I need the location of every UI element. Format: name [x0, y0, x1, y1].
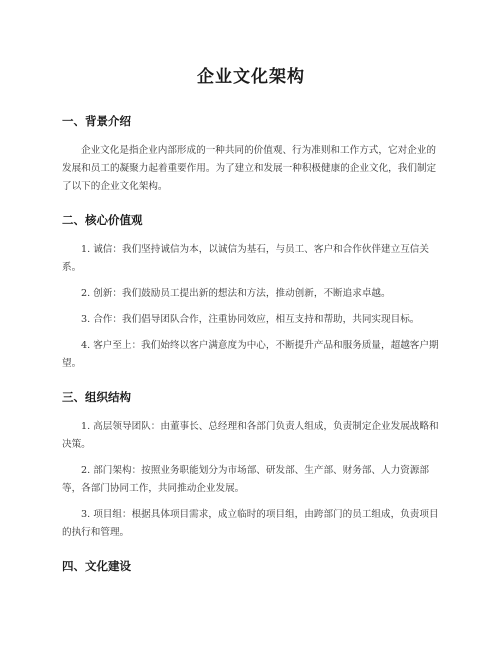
list-item: 1. 高层领导团队：由董事长、总经理和各部门负责人组成，负责制定企业发展战略和决策。 [62, 421, 439, 450]
list-item: 3. 项目组：根据具体项目需求，成立临时的项目组，由跨部门的员工组成，负责项目的执行和管理。 [62, 509, 439, 538]
document-title: 企业文化架构 [197, 67, 305, 87]
list-item: 2. 创新：我们鼓励员工提出新的想法和方法，推动创新，不断追求卓越。 [81, 288, 391, 299]
section-paragraph: 企业文化是指企业内部形成的一种共同的价值观、行为准则和工作方式，它对企业的发展和员工的凝聚力起着重要作用。为了建立和发展一种积极健康的企业文化，我们制定了以下的企业文化架构。 [62, 145, 437, 192]
list-item: 1. 诚信：我们坚持诚信为本，以诚信为基石，与员工、客户和合作伙伴建立互信关系。 [62, 244, 429, 273]
section-heading: 三、组织结构 [62, 390, 131, 404]
section-heading: 二、核心价值观 [62, 213, 143, 227]
section-heading: 四、文化建设 [62, 559, 131, 573]
list-item: 3. 合作：我们倡导团队合作，注重协同效应，相互支持和帮助，共同实现目标。 [81, 314, 420, 325]
section-org-structure [62, 389, 440, 542]
section-background [62, 113, 440, 196]
section-culture-building [62, 558, 440, 574]
list-item: 2. 部门架构：按照业务职能划分为市场部、研发部、生产部、财务部、人力资源部等，各部门协同工作，共同推动企业发展。 [62, 465, 429, 494]
section-core-values [62, 212, 440, 373]
section-heading: 一、背景介绍 [62, 114, 131, 128]
list-item: 4. 客户至上：我们始终以客户满意度为中心，不断提升产品和服务质量，超越客户期望。 [62, 340, 439, 369]
